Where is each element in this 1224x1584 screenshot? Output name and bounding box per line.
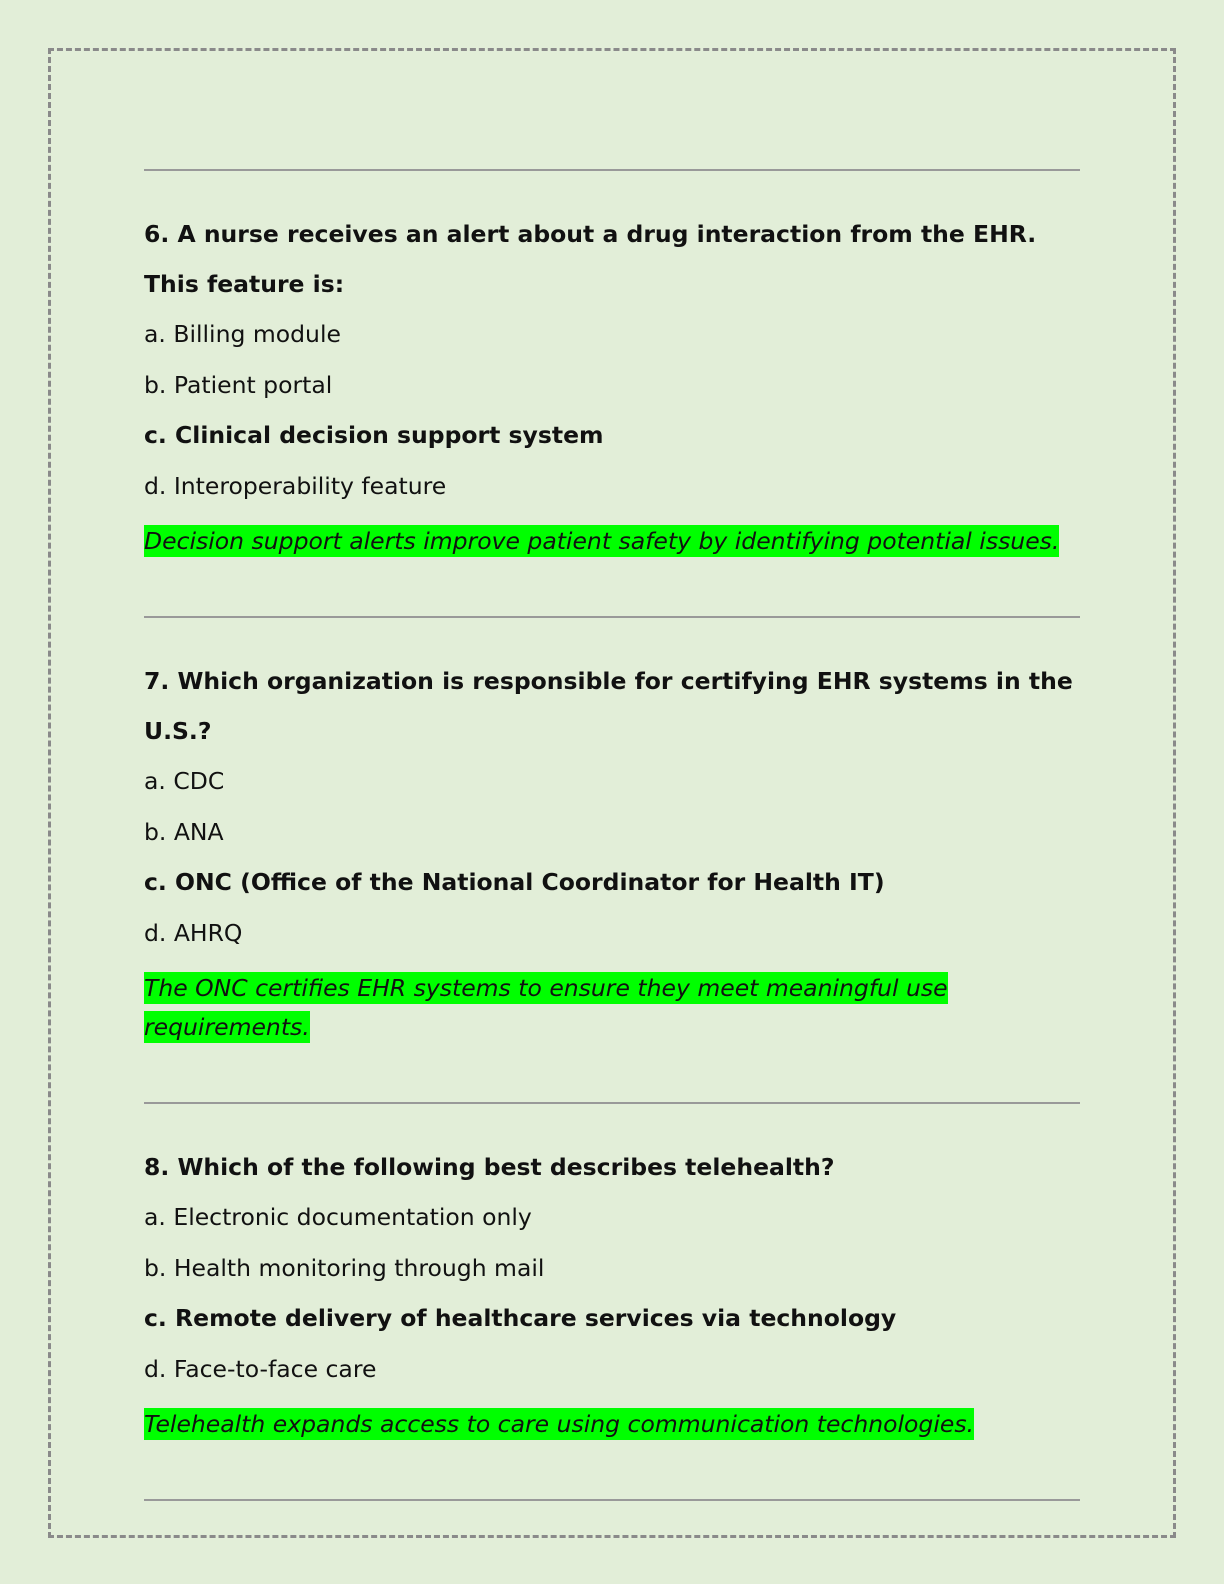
question-block-8 — [144, 1104, 1080, 1499]
question-block-7 — [144, 618, 1080, 1102]
option-d: d. AHRQ — [144, 918, 243, 947]
quiz-content — [144, 169, 1080, 1501]
option-b: b. Health monitoring through mail — [144, 1253, 545, 1282]
question-block-6 — [144, 171, 1080, 616]
option-c-correct: c. ONC (Office of the National Coordinator for Health IT) — [144, 868, 885, 896]
option-b: b. Patient portal — [144, 370, 333, 399]
option-c-correct: c. Remote delivery of healthcare services via technology — [144, 1304, 897, 1332]
option-a: a. CDC — [144, 767, 225, 795]
question-text: 8. Which of the following best describes telehealth? — [144, 1153, 835, 1181]
option-b: b. ANA — [144, 817, 224, 846]
rationale — [144, 970, 1080, 1048]
question-text: 6. A nurse receives an alert about a drug interaction from the EHR. This feature is: — [144, 220, 1037, 298]
question-text: 7. Which organization is responsible for certifying EHR systems in the U.S.? — [144, 667, 1073, 745]
rationale-text: The ONC certifies EHR systems to ensure they meet meaningful use requirements. — [144, 974, 948, 1041]
rationale — [144, 523, 1080, 562]
option-d: d. Face-to-face care — [144, 1354, 377, 1383]
option-a: a. Billing module — [144, 320, 341, 348]
option-c-correct: c. Clinical decision support system — [144, 421, 604, 449]
divider — [144, 1499, 1080, 1501]
rationale-text: Decision support alerts improve patient safety by identifying potential issues. — [144, 527, 1060, 555]
option-a: a. Electronic documentation only — [144, 1203, 532, 1231]
rationale — [144, 1406, 1080, 1445]
option-d: d. Interoperability feature — [144, 471, 447, 500]
rationale-text: Telehealth expands access to care using communication technologies. — [144, 1410, 975, 1438]
